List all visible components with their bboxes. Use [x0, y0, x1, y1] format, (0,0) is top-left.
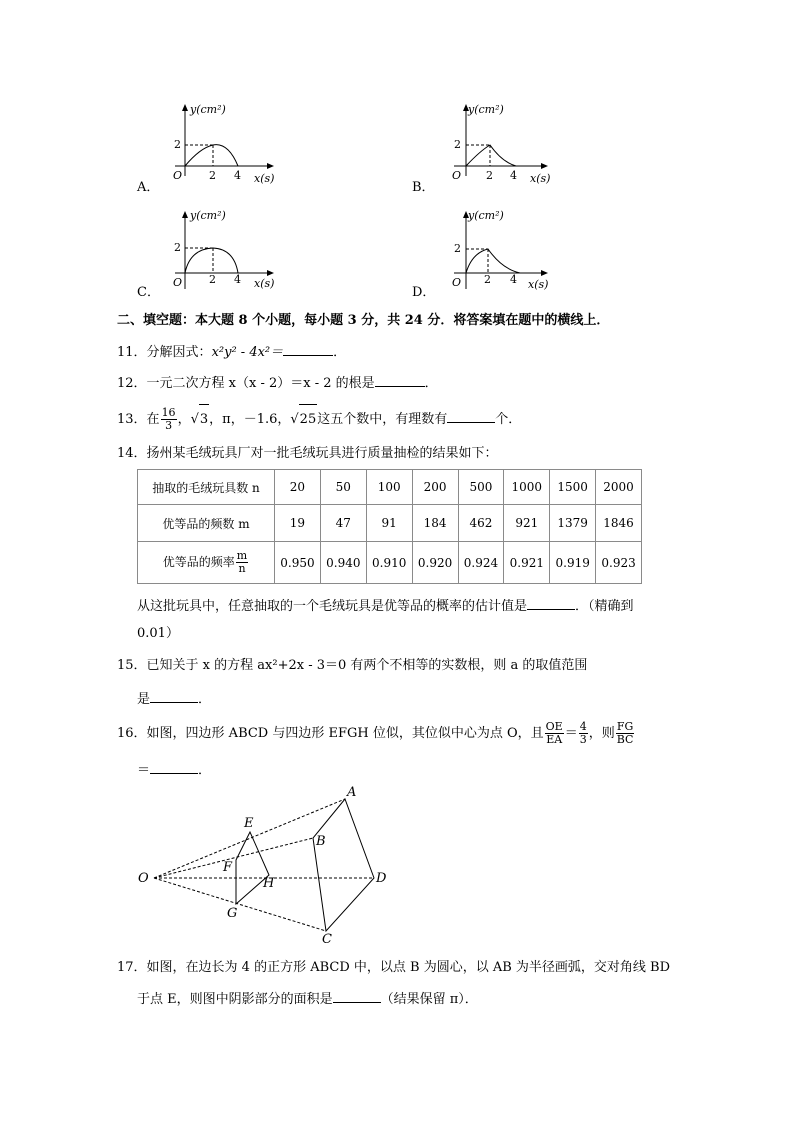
graph-a [130, 98, 290, 193]
precision-note: 0.01） [137, 626, 179, 641]
origin-label: O [173, 276, 183, 289]
row-header: 优等品的频数 m [138, 505, 275, 542]
question-text: 在 [146, 412, 160, 427]
y-axis-label: y(cm²) [468, 103, 504, 116]
option-c-label: C． [137, 285, 160, 300]
table-row [138, 505, 642, 542]
sqrt-sign: √ [290, 412, 299, 427]
fraction-fg-bc [616, 721, 635, 746]
question-text: 是 [137, 692, 151, 707]
x-tick-4: 4 [510, 169, 517, 182]
quality-table [137, 469, 642, 584]
expression: x²y² - 4x²＝ [211, 345, 284, 360]
question-text: 扬州某毛绒玩具厂对一批毛绒玩具进行质量抽检的结果如下： [146, 446, 498, 461]
question-text: 这五个数中，有理数有 [317, 412, 448, 427]
table-cell: 47 [320, 505, 366, 542]
sqrt-sign: √ [190, 412, 199, 427]
point-d-label: D [376, 871, 387, 886]
table-cell: 921 [504, 505, 550, 542]
question-15 [117, 658, 587, 674]
denominator: 3 [579, 733, 587, 746]
x-axis-label: x(s) [254, 277, 275, 290]
table-cell: 19 [275, 505, 321, 542]
question-text: 如图，在边长为 4 的正方形 ABCD 中，以点 B 为圆心，以 AB 为半径画弧，交对角线 BD [146, 960, 671, 975]
point-e-label: E [244, 816, 254, 831]
question-text: 一元二次方程 x（x - 2）＝x - 2 的根是 [146, 376, 375, 391]
table-cell: 0.924 [458, 542, 504, 584]
y-axis-label: y(cm²) [190, 103, 226, 116]
y-tick: 2 [174, 241, 181, 254]
y-axis-label: y(cm²) [468, 209, 504, 222]
x-axis-label: x(s) [254, 172, 275, 185]
point-b-label: B [316, 834, 326, 849]
graph-b [408, 98, 568, 193]
row-header: 抽取的毛绒玩具数 n [138, 470, 275, 505]
denominator: BC [616, 733, 634, 746]
answer-blank[interactable] [527, 597, 575, 610]
question-end: ． [198, 692, 212, 707]
denominator: n [238, 562, 246, 575]
question-13 [117, 404, 521, 434]
question-number: 16． [117, 726, 147, 741]
question-end: ． [333, 345, 347, 360]
option-a-label: A． [137, 180, 160, 195]
origin-label: O [452, 169, 462, 182]
numerator: FG [616, 720, 634, 733]
x-tick-2: 2 [484, 273, 491, 286]
table-row [138, 470, 642, 505]
separator: ， [177, 412, 191, 427]
numerator: 4 [579, 720, 587, 733]
question-17-line2 [137, 990, 478, 1008]
table-row [138, 542, 642, 584]
origin-label: O [452, 276, 462, 289]
table-cell: 500 [458, 470, 504, 505]
option-d-label: D． [412, 285, 436, 300]
graph-d [408, 203, 568, 298]
question-14 [117, 446, 498, 462]
table-cell: 184 [412, 505, 458, 542]
question-number: 14． [117, 446, 147, 461]
homothety-svg [130, 780, 400, 950]
y-axis-label: y(cm²) [190, 209, 226, 222]
y-tick: 2 [454, 242, 461, 255]
point-h-label: H [263, 876, 275, 891]
radicand: 25 [299, 404, 318, 435]
answer-blank[interactable] [150, 761, 198, 774]
radicand: 3 [199, 404, 209, 435]
table-cell: 200 [412, 470, 458, 505]
origin-label: O [173, 169, 183, 182]
fraction-16-3 [161, 407, 177, 432]
numerator: m [236, 549, 248, 562]
question-17 [117, 960, 670, 976]
table-cell: 1500 [550, 470, 596, 505]
answer-blank[interactable] [283, 343, 333, 356]
question-text: ，则 [588, 726, 615, 741]
question-text: 如图，四边形 ABCD 与四边形 EFGH 位似，其位似中心为点 O，且 [146, 726, 544, 741]
question-text: 于点 E，则图中阴影部分的面积是 [137, 992, 333, 1007]
table-cell: 50 [320, 470, 366, 505]
fraction-m-n [236, 550, 248, 575]
table-cell: 0.923 [596, 542, 642, 584]
x-axis-label: x(s) [528, 278, 549, 291]
graph-c [130, 203, 290, 298]
row-header-text: 优等品的频率 [162, 555, 235, 569]
question-16-line2 [137, 761, 211, 779]
question-15-line2 [137, 690, 211, 708]
numerator: 16 [161, 406, 176, 419]
denominator: 3 [165, 419, 173, 432]
point-f-label: F [223, 860, 233, 875]
answer-blank[interactable] [333, 990, 381, 1003]
question-text: 分解因式： [146, 345, 212, 360]
question-text: 从这批玩具中，任意抽取的一个毛绒玩具是优等品的概率的估计值是 [137, 599, 528, 614]
question-14-continued [137, 597, 634, 615]
question-number: 11． [117, 345, 147, 360]
x-axis-label: x(s) [530, 172, 551, 185]
y-tick: 2 [454, 138, 461, 151]
x-tick-2: 2 [209, 169, 216, 182]
x-tick-4: 4 [234, 169, 241, 182]
question-text: ，π，－1.6， [209, 412, 291, 427]
point-c-label: C [322, 932, 332, 947]
question-end: （结果保留 π）． [380, 992, 478, 1007]
table-cell: 20 [275, 470, 321, 505]
table-cell: 2000 [596, 470, 642, 505]
y-tick: 2 [174, 138, 181, 151]
section-heading: 二、填空题：本大题 8 个小题，每小题 3 分，共 24 分．将答案填在题中的横线上． [117, 313, 610, 328]
answer-blank[interactable] [150, 690, 198, 703]
question-number: 13． [117, 412, 147, 427]
table-cell: 0.940 [320, 542, 366, 584]
question-number: 17． [117, 960, 147, 975]
point-o-label: O [138, 871, 149, 886]
question-text: 已知关于 x 的方程 ax²+2x - 3＝0 有两个不相等的实数根，则 a 的取值范围 [146, 658, 588, 673]
table-cell: 0.921 [504, 542, 550, 584]
table-cell: 0.920 [412, 542, 458, 584]
question-end: ． [424, 376, 438, 391]
equals-sign: ＝ [564, 726, 578, 741]
table-cell: 462 [458, 505, 504, 542]
question-end: ． [198, 763, 212, 778]
answer-blank[interactable] [375, 374, 425, 387]
question-number: 15． [117, 658, 147, 673]
question-12 [117, 374, 438, 392]
question-16 [117, 718, 635, 750]
table-cell: 1846 [596, 505, 642, 542]
question-number: 12． [117, 376, 147, 391]
question-text: ＝ [137, 763, 151, 778]
table-cell: 1379 [550, 505, 596, 542]
homothety-figure [130, 780, 400, 950]
point-a-label: A [347, 785, 357, 800]
x-tick-2: 2 [486, 169, 493, 182]
table-cell: 0.910 [366, 542, 412, 584]
numerator: OE [545, 720, 563, 733]
table-cell: 0.919 [550, 542, 596, 584]
answer-blank[interactable] [447, 410, 495, 423]
x-tick-4: 4 [234, 273, 241, 286]
table-cell: 100 [366, 470, 412, 505]
row-header [138, 542, 275, 584]
table-cell: 91 [366, 505, 412, 542]
question-end: 个． [495, 412, 522, 427]
fraction-4-3 [579, 721, 588, 746]
question-text: ．（精确到 [575, 599, 634, 614]
x-tick-2: 2 [209, 273, 216, 286]
fraction-oe-ea [545, 721, 564, 746]
table-cell: 1000 [504, 470, 550, 505]
x-tick-4: 4 [510, 273, 517, 286]
table-cell: 0.950 [275, 542, 321, 584]
denominator: EA [546, 733, 563, 746]
option-b-label: B． [412, 180, 435, 195]
point-g-label: G [227, 906, 238, 921]
question-11 [117, 343, 346, 361]
